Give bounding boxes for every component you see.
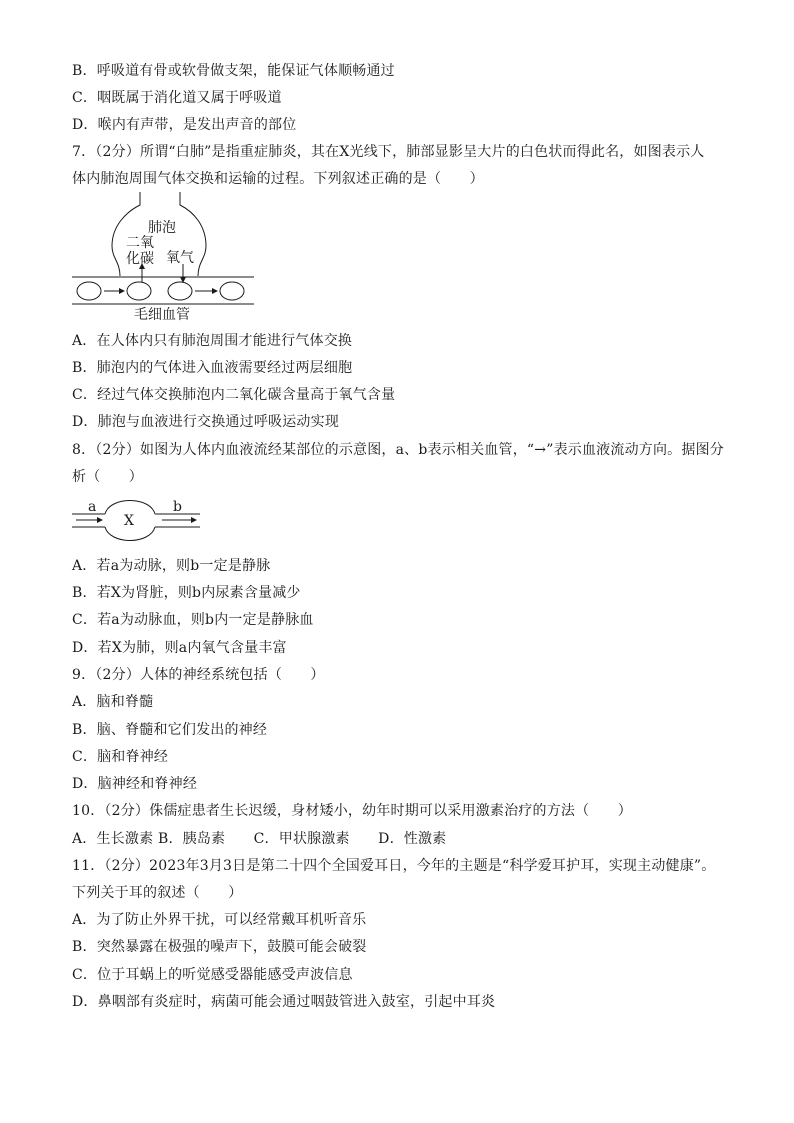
q7-stem-line2: 体内肺泡周围气体交换和运输的过程。下列叙述正确的是（ ） — [72, 171, 484, 187]
q7-option-c: C．经过气体交换肺泡内二氧化碳含量高于氧气含量 — [72, 387, 396, 403]
q10-stem: 10．（2分）侏儒症患者生长迟缓，身材矮小，幼年时期可以采用激素治疗的方法（ ） — [72, 803, 632, 819]
q11-option-b: B．突然暴露在极强的噪声下，鼓膜可能会破裂 — [72, 939, 367, 955]
organ-x-top — [105, 501, 155, 515]
blood-cell — [168, 282, 192, 300]
q8-stem-line1: 8．（2分）如图为人体内血液流经某部位的示意图，a、b表示相关血管，“→”表示血液流动方向。据图分 — [72, 442, 724, 458]
blood-cell — [220, 282, 244, 300]
q9-option-c: C．脑和脊神经 — [72, 749, 169, 765]
co2-label-line2: 化碳 — [126, 251, 154, 267]
q9-option-b: B．脑、脊髓和它们发出的神经 — [72, 722, 268, 738]
label-x: X — [124, 513, 134, 529]
q8-option-a: A．若a为动脉，则b一定是静脉 — [72, 558, 271, 574]
q11-option-d: D．鼻咽部有炎症时，病菌可能会通过咽鼓管进入鼓室，引起中耳炎 — [72, 994, 496, 1010]
q9-option-d: D．脑神经和脊神经 — [72, 776, 198, 792]
q6-option-d: D．喉内有声带，是发出声音的部位 — [72, 117, 297, 133]
q7-option-a: A．在人体内只有肺泡周围才能进行气体交换 — [72, 333, 353, 349]
q8-option-c: C．若a为动脉血，则b内一定是静脉血 — [72, 612, 314, 628]
q8-stem-line2: 析（ ） — [72, 469, 143, 485]
q9-option-a: A．脑和脊髓 — [72, 694, 154, 710]
q11-option-c: C．位于耳蜗上的听觉感受器能感受声波信息 — [72, 967, 353, 983]
blood-cell — [127, 282, 151, 300]
q6-option-c: C．咽既属于消化道又属于呼吸道 — [72, 90, 282, 106]
co2-label-line1: 二氧 — [126, 235, 154, 251]
q7-stem-line1: 7．（2分）所谓“白肺”是指重症肺炎，其在X光线下，肺部显影呈大片的白色状而得此名，如图表示人 — [72, 144, 705, 160]
q10-options: A．生长激素 B．胰岛素 C．甲状腺激素 D．性激素 — [72, 831, 447, 847]
q7-option-d: D．肺泡与血液进行交换通过呼吸运动实现 — [72, 414, 340, 430]
q6-option-b: B．呼吸道有骨或软骨做支架，能保证气体顺畅通过 — [72, 63, 395, 79]
o2-label: 氧气 — [166, 250, 194, 266]
label-b: b — [173, 499, 182, 515]
alveolus-label: 肺泡 — [148, 220, 176, 236]
q8-option-d: D．若X为肺，则a内氧气含量丰富 — [72, 640, 287, 656]
q11-stem-line2: 下列关于耳的叙述（ ） — [72, 885, 243, 901]
blood-cell — [77, 282, 101, 300]
q8-option-b: B．若X为肾脏，则b内尿素含量减少 — [72, 585, 301, 601]
q7-option-b: B．肺泡内的气体进入血液需要经过两层细胞 — [72, 360, 353, 376]
capillary-label: 毛细血管 — [134, 307, 190, 323]
q9-stem: 9．（2分）人体的神经系统包括（ ） — [72, 667, 325, 683]
label-a: a — [88, 499, 97, 515]
q11-option-a: A．为了防止外界干扰，可以经常戴耳机听音乐 — [72, 912, 367, 928]
organ-x-bottom — [105, 527, 155, 541]
q11-stem-line1: 11．（2分）2023年3月3日是第二十四个全国爱耳日，今年的主题是“科学爱耳护耳，实现主动健康”。 — [72, 858, 716, 874]
